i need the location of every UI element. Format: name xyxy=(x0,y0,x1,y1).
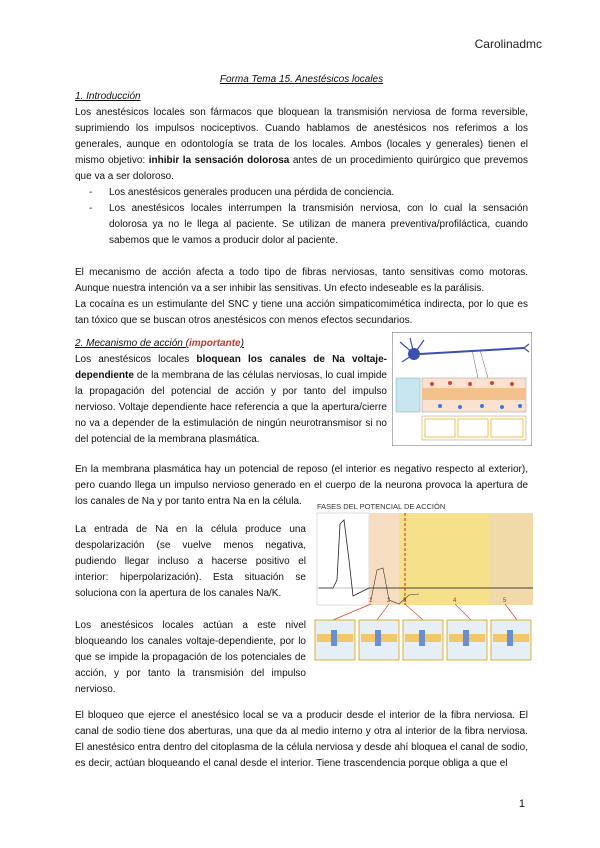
svg-text:4: 4 xyxy=(453,598,457,604)
section-heading: 1. Introducción xyxy=(75,91,141,102)
paragraph: El bloqueo que ejerce el anestésico local se va a producir desde el interior de la fibra nerviosa. El canal de sodio tiene dos aberturas, una que da al medio interno y otra al interior de la fibra nerviosa. El anestésico entra dentro del citoplasma de la célula nerviosa y desde ahí bloquea el canal de sodio, es decir, actúan bloqueando el canal desde el interior. Tiene trascendencia porque obliga a que el xyxy=(75,710,528,769)
membrane-channel-panels xyxy=(315,620,531,660)
bullet-list xyxy=(75,185,528,249)
paragraph-block xyxy=(75,522,306,698)
svg-text:3: 3 xyxy=(403,598,407,604)
action-potential-figure xyxy=(313,500,535,676)
paragraph: La entrada de Na en la célula produce una despolarización (se vuelve menos negativa, pudiendo llegar incluso a hacerse positivo el interior: hiperpolarización). Esta situación se soluciona con la apertura de los canales Na/K. xyxy=(75,524,306,599)
paragraph-block xyxy=(75,708,528,772)
page-number: 1 xyxy=(518,798,525,810)
svg-text:5: 5 xyxy=(503,598,507,604)
neuron-membrane-figure xyxy=(392,332,532,446)
section-mechanism xyxy=(75,336,387,448)
paragraph: En la membrana plasmática hay un potencial de reposo (el interior es negativo respecto al exterior), pero cuando llega un impulso nervioso generado en el cuerpo de la neurona provoca la apertura de los canales de Na y por tanto entra Na en la célula. xyxy=(75,464,528,507)
list-item: - Los anestésicos locales interrumpen la transmisión nerviosa, con lo cual la sensación dolorosa ya no le llega al paciente. Se utilizan de manera preventiva/profiláctica, cuando sabemos que le vamos a producir dolor al paciente. xyxy=(75,201,528,249)
paragraph: Los anestésicos locales bloquean los canales de Na voltaje-dependiente de la membrana de las células nerviosas, lo cual impide la propagación del potencial de acción y por tanto del impulso nervioso. Voltaje dependiente hace referencia a que la apertura/cierre no va a depender de la estimulación de ningún neurotransmisor si no del potencial de la membrana plasmática. xyxy=(75,354,387,445)
paragraph: Los anestésicos locales actúan a este nivel bloqueando los canales voltaje-dependiente, por lo que se impide la propagación de los potenciales de acción, y por tanto la transmisión del impulso nervioso. xyxy=(75,620,306,695)
section-heading: 2. Mecanismo de acción (importante) xyxy=(75,338,244,349)
document-title: Forma Tema 15. Anestésicos locales xyxy=(219,74,384,85)
svg-text:1: 1 xyxy=(369,598,373,604)
list-item: - Los anestésicos generales producen una pérdida de conciencia. xyxy=(75,185,528,201)
paragraph: Los anestésicos locales son fármacos que bloquean la transmisión nerviosa de forma reversible, suprimiendo los impulsos nociceptivos. Cuando hablamos de anestésicos nos referimos a los generales, aunque en odontología se trata de los locales. Ambos (locales y generales) tienen el mismo objetivo: inhibir la sensación dolorosa antes de un procedimiento quirúrgico que prevemos que va a ser doloroso. xyxy=(75,107,528,182)
paragraph: El mecanismo de acción afecta a todo tipo de fibras nerviosas, tanto sensitivas como motoras. Aunque nuestra intención va a ser inhibir las sensitivas. Un efecto indeseable es la parálisis. xyxy=(75,267,528,294)
author-name: Carolinadmc xyxy=(474,37,542,51)
section-introduction xyxy=(75,89,528,329)
paragraph: La cocaína es un estimulante del SNC y tiene una acción simpaticomimética indirecta, por lo que es tan tóxico que se buscan otros anestésicos con menos efectos secundarios. xyxy=(75,299,528,326)
svg-text:2: 2 xyxy=(387,598,391,604)
figure-title: FASES DEL POTENCIAL DE ACCIÓN xyxy=(317,502,446,511)
